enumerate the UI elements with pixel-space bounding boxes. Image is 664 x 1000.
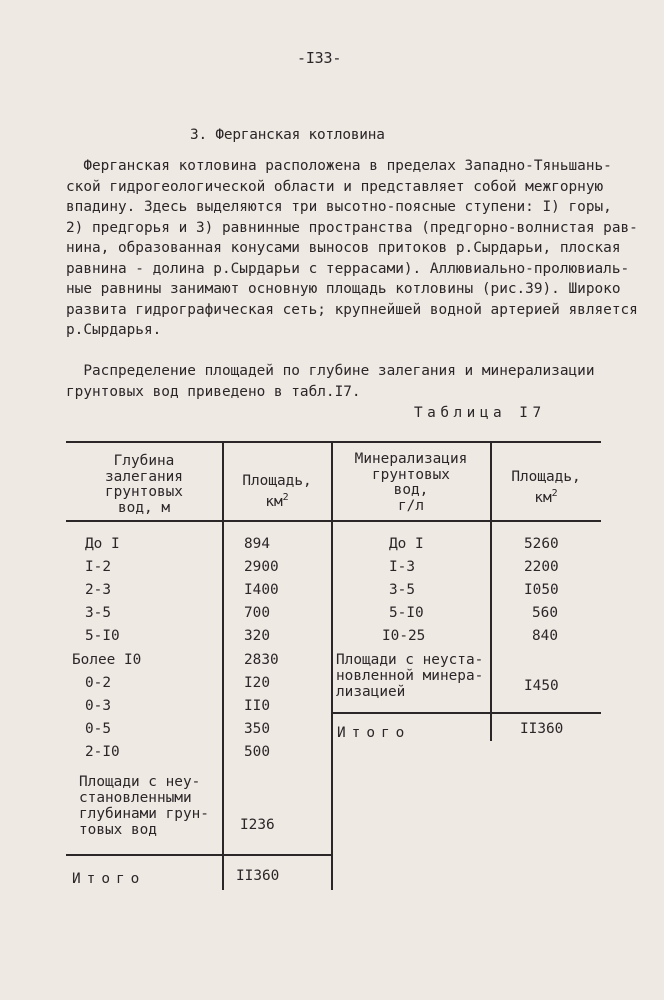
- right-row-label: 3-5: [389, 582, 415, 598]
- left-total-value: II360: [236, 868, 280, 884]
- header-area-right-sup: 2: [551, 487, 558, 499]
- table-divider-middle: [331, 441, 333, 890]
- left-row-label: 5-I0: [85, 628, 120, 644]
- left-row-value: 350: [244, 721, 270, 737]
- paragraph-line: р.Сырдарья.: [66, 322, 162, 338]
- header-area-left: [224, 474, 330, 510]
- right-total-label: Итого: [337, 725, 411, 741]
- right-row-value: 2200: [524, 559, 559, 575]
- table-caption: Таблица I7: [414, 405, 546, 421]
- right-row-label: I0-25: [382, 628, 426, 644]
- left-row-label: 0-2: [85, 675, 111, 691]
- header-area-right: [492, 470, 600, 506]
- left-row-label: I-2: [85, 559, 111, 575]
- left-row-value: I20: [244, 675, 270, 691]
- right-unset-label: Площади с неуста- новленной минера- лизацией: [336, 652, 484, 700]
- paragraph-intro: [66, 156, 638, 341]
- header-area-right-text: Площадь, км: [511, 469, 581, 506]
- left-row-label: 2-3: [85, 582, 111, 598]
- page-number: -I33-: [297, 49, 342, 67]
- paragraph-line: нина, образованная конусами выносов притоков р.Сырдарьи, плоская: [66, 240, 621, 256]
- header-area-left-sup: 2: [282, 491, 289, 503]
- paragraph-line: впадину. Здесь выделяются три высотно-поясные ступени: I) горы,: [66, 199, 612, 215]
- right-unset-value: I450: [524, 678, 559, 694]
- paragraph-line: грунтовых вод приведено в табл.I7.: [66, 383, 361, 400]
- left-row-value: 700: [244, 605, 270, 621]
- paragraph-line: равнина - долина р.Сырдарьи с террасами). Аллювиально-пролювиаль-: [66, 260, 630, 277]
- left-row-label: 0-5: [85, 721, 111, 737]
- paragraph-distribution: [66, 361, 626, 402]
- left-row-value: 894: [244, 536, 270, 552]
- left-row-label: 3-5: [85, 605, 111, 621]
- left-row-value: I400: [244, 582, 279, 598]
- header-area-left-text: Площадь, км: [242, 473, 312, 510]
- paragraph-line: ные равнины занимают основную площадь котловины (рис.39). Широко: [66, 281, 621, 297]
- section-heading: 3. Ферганская котловина: [190, 127, 385, 143]
- table-top-rule: [66, 441, 601, 443]
- table-left-bottom-rule: [66, 854, 332, 856]
- left-row-label: 2-I0: [85, 744, 120, 760]
- right-row-value: 5260: [524, 536, 559, 552]
- paragraph-line: развита гидрографическая сеть; крупнейшей водной артерией является: [66, 301, 638, 318]
- paragraph-line: Ферганская котловина расположена в пределах Западно-Тяньшань-: [66, 158, 612, 174]
- left-unset-label: Площади с неу- становленными глубинами грун- товых вод: [79, 774, 209, 838]
- left-row-label: 0-3: [85, 698, 111, 714]
- left-row-label: До I: [85, 536, 120, 552]
- right-row-value: 560: [532, 605, 558, 621]
- left-row-value: II0: [244, 698, 270, 714]
- left-unset-value: I236: [240, 817, 275, 833]
- left-total-label: Итого: [72, 871, 146, 887]
- table-right-bottom-rule: [332, 712, 601, 714]
- right-row-label: До I: [389, 536, 424, 552]
- left-row-value: 2830: [244, 652, 279, 668]
- paragraph-line: ской гидрогеологической области и представляет собой межгорную: [66, 178, 604, 195]
- right-total-value: II360: [520, 721, 564, 737]
- table-header-rule: [66, 520, 601, 522]
- left-row-value: 500: [244, 744, 270, 760]
- right-row-label: 5-I0: [389, 605, 424, 621]
- header-mineralization: Минерализация грунтовых вод, г/л: [354, 451, 468, 514]
- header-depth: Глубина залегания грунтовых вод, м: [105, 453, 183, 516]
- left-row-value: 320: [244, 628, 270, 644]
- right-row-value: 840: [532, 628, 558, 644]
- right-row-label: I-3: [389, 559, 415, 575]
- paragraph-line: 2) предгорья и 3) равнинные пространства (предгорно-волнистая рав-: [66, 219, 638, 236]
- right-row-value: I050: [524, 582, 559, 598]
- left-row-value: 2900: [244, 559, 279, 575]
- left-row-label: Более I0: [72, 652, 142, 668]
- paragraph-line: Распределение площадей по глубине залегания и минерализации: [66, 363, 595, 379]
